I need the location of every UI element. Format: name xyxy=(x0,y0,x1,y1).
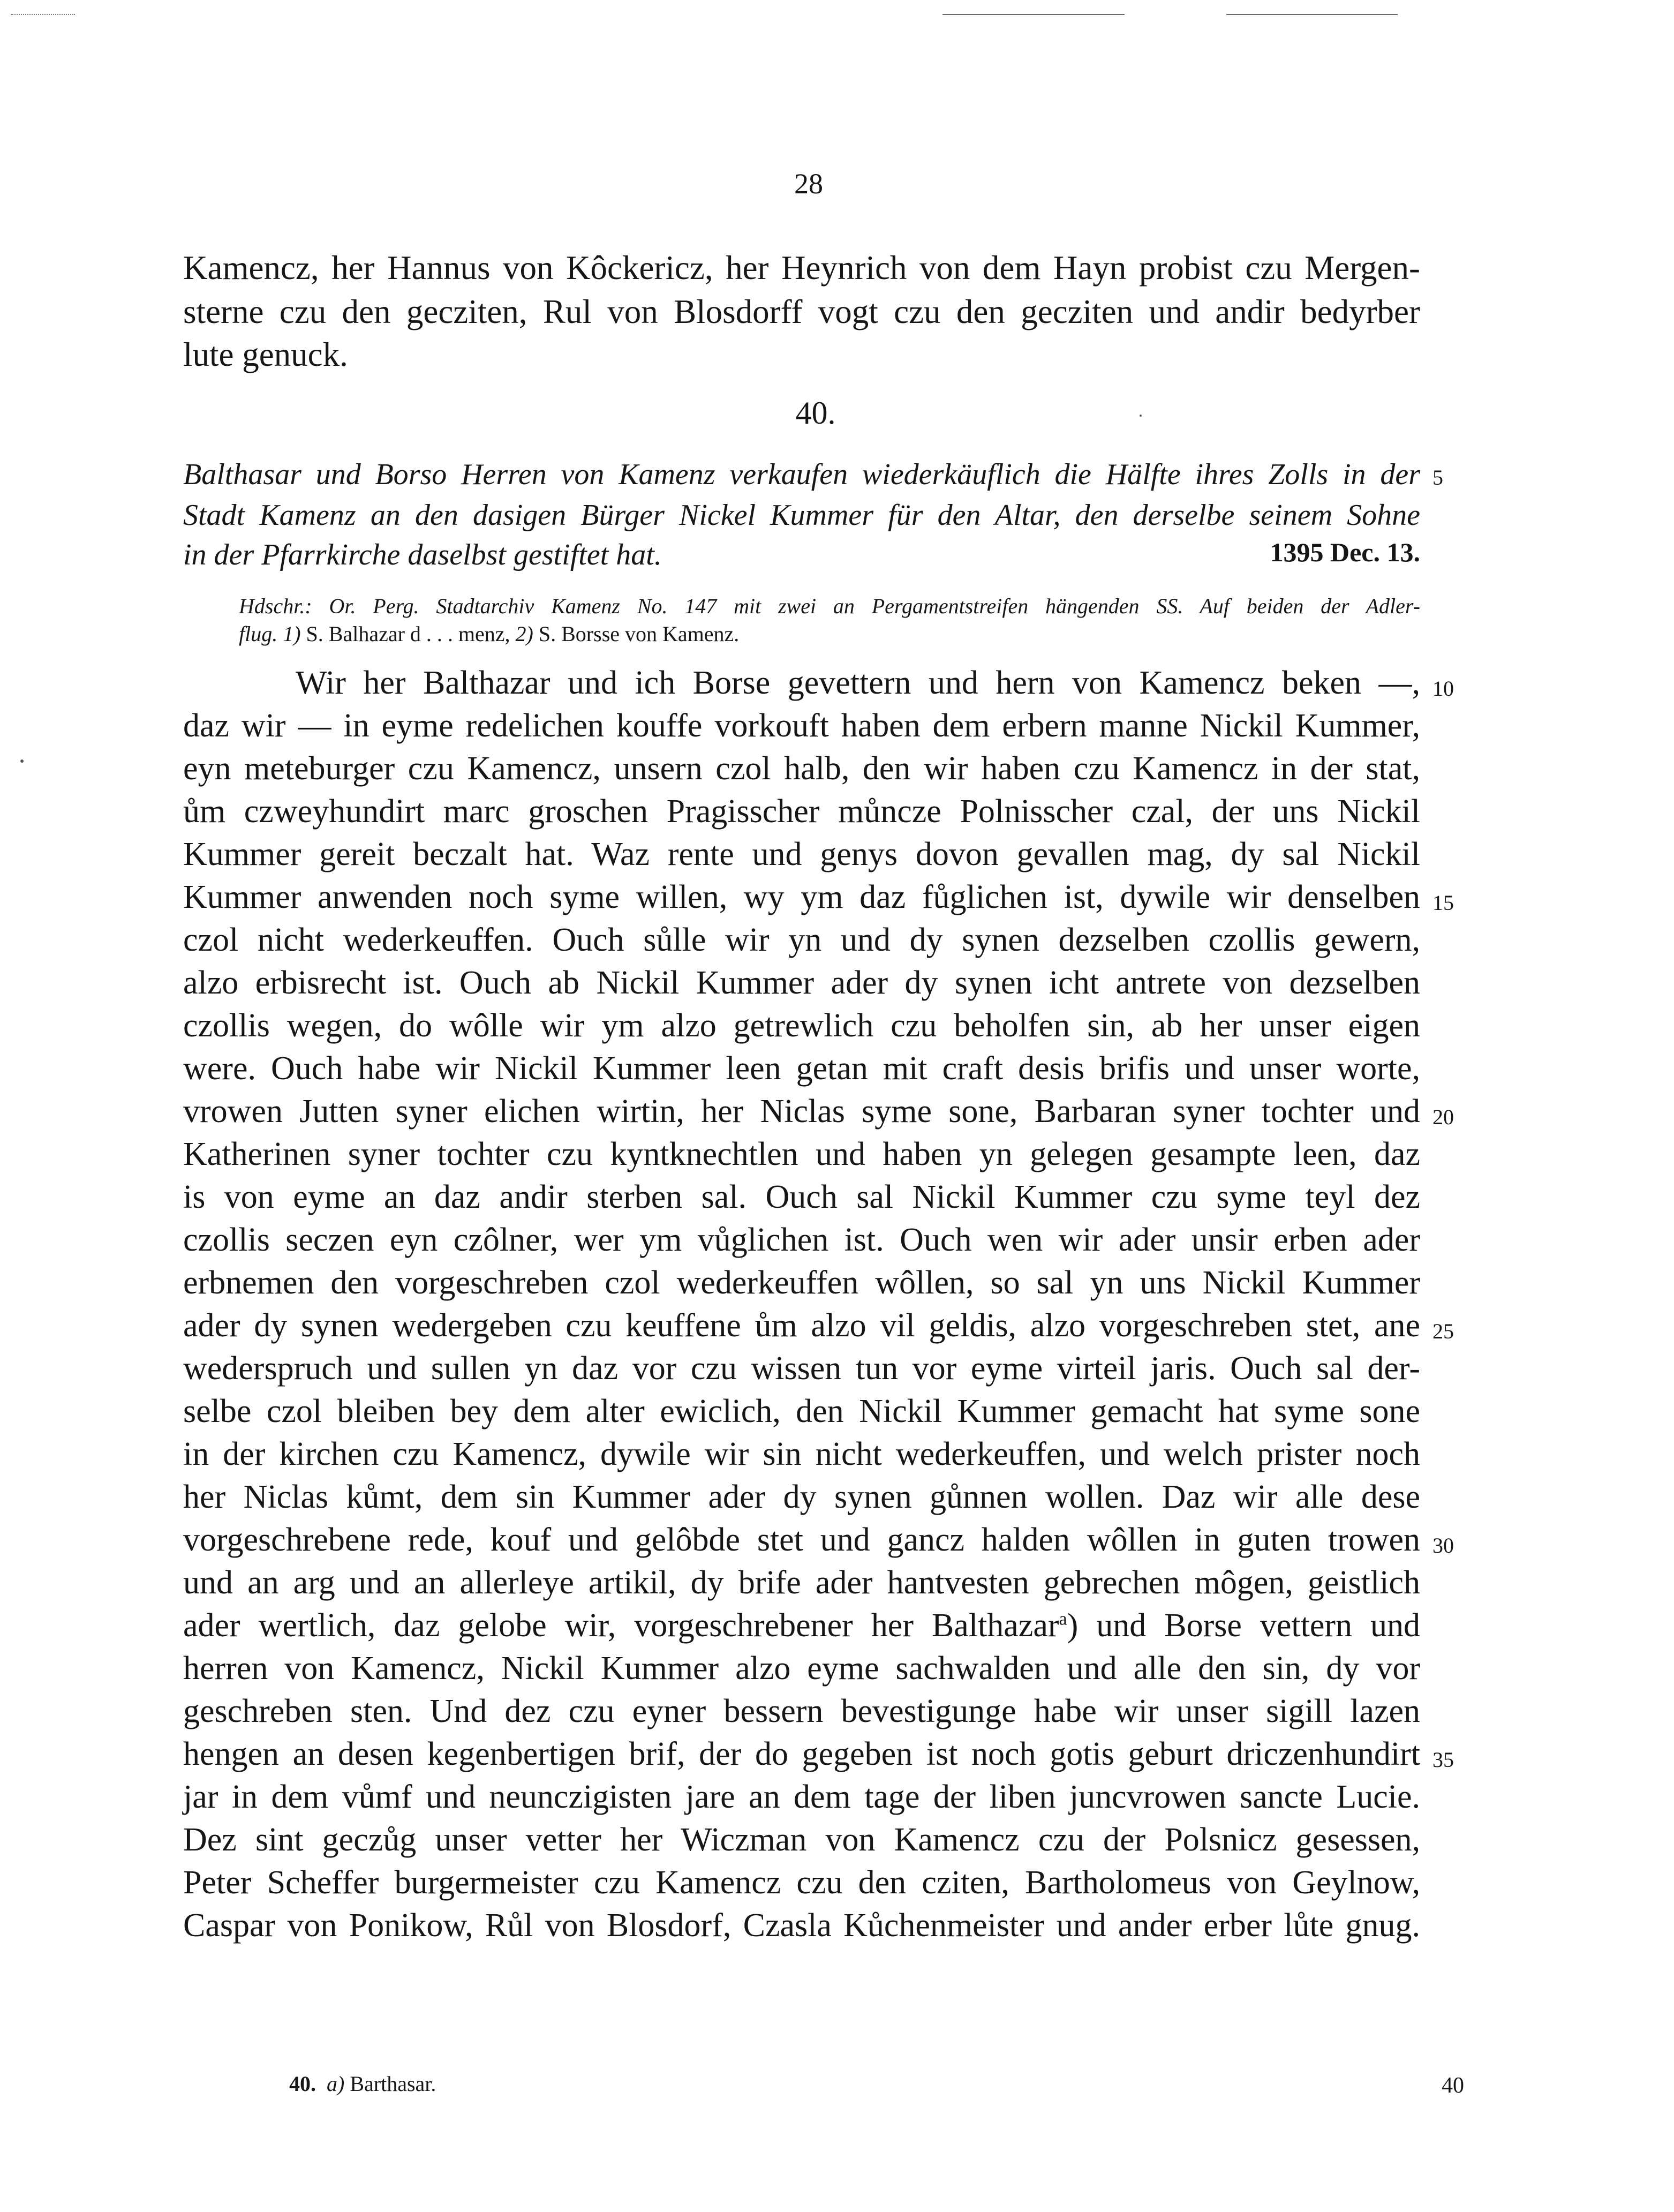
footnote-mark: a) xyxy=(327,2072,345,2096)
margin-line-number: 35 xyxy=(1432,1748,1454,1772)
text-line: daz wir — in eyme redelichen kouffe vorkouft haben dem erbern manne Nickil Kummer, xyxy=(183,708,1420,744)
text-line: Kummer anwenden noch syme willen, wy ym daz fůglichen ist, dywile wir denselben xyxy=(183,879,1420,915)
margin-line-number: 15 xyxy=(1432,891,1454,915)
text-line: erbnemen den vorgeschreben czol wederkeuffen wôllen, so sal yn uns Nickil Kummer xyxy=(183,1265,1420,1301)
text-line: czollis seczen eyn czôlner, wer ym vůglichen ist. Ouch wen wir ader unsir erben ader xyxy=(183,1222,1420,1258)
source-note-italic: flug. 1) xyxy=(239,622,301,646)
text-line: Wir her Balthazar und ich Borse gevettern und hern von Kamencz beken —, xyxy=(296,665,1420,701)
text-line: in der kirchen czu Kamencz, dywile wir sin nicht wederkeuffen, und welch prister noch xyxy=(183,1436,1420,1472)
source-note-line xyxy=(239,621,739,646)
text-line: geschreben sten. Und dez czu eyner bessern bevestigunge habe wir unser sigill lazen xyxy=(183,1693,1420,1729)
scan-edge-rule xyxy=(1226,14,1398,15)
seal-description: S. Balhazar d . . . menz, xyxy=(300,622,516,646)
text-line: her Niclas kůmt, dem sin Kummer ader dy synen gůnnen wollen. Daz wir alle dese xyxy=(183,1479,1420,1515)
seal-description: S. Borsse von Kamenz. xyxy=(533,622,740,646)
source-note-italic: 2) xyxy=(515,622,533,646)
footnote xyxy=(289,2071,436,2096)
document-number: 40. xyxy=(795,395,836,431)
footnote-text: Barthasar. xyxy=(350,2072,436,2096)
text-line: Kummer gereit beczalt hat. Waz rente und genys dovon gevallen mag, dy sal Nickil xyxy=(183,836,1420,872)
scan-edge-rule xyxy=(11,14,75,15)
scan-edge-rule xyxy=(942,14,1125,15)
text-line: were. Ouch habe wir Nickil Kummer leen getan mit craft desis brifis und unser worte, xyxy=(183,1050,1420,1087)
margin-line-number: 5 xyxy=(1432,465,1443,490)
margin-line-number: 30 xyxy=(1432,1533,1454,1558)
margin-line-number: 25 xyxy=(1432,1319,1454,1343)
footnote-page-number: 40 xyxy=(1442,2073,1464,2098)
text-segment: ) und Borse vettern und xyxy=(1067,1607,1420,1644)
text-line: hengen an desen kegenbertigen brif, der do gegeben ist noch gotis geburt driczenhundirt xyxy=(183,1736,1420,1772)
regest-line: in der Pfarrkirche daselbst gestiftet hat. xyxy=(183,538,662,571)
text-line: jar in dem vůmf und neunczigisten jare an dem tage der liben juncvrowen sancte Lucie. xyxy=(183,1779,1420,1815)
text-line: Katherinen syner tochter czu kyntknechtlen und haben yn gelegen gesampte leen, daz xyxy=(183,1136,1420,1172)
text-line: und an arg und an allerleye artikil, dy brife ader hantvesten gebrechen môgen, geistlich xyxy=(183,1564,1420,1601)
page-number: 28 xyxy=(794,168,823,200)
text-line xyxy=(183,1607,1420,1645)
margin-line-number: 20 xyxy=(1432,1105,1454,1129)
text-line: alzo erbisrecht ist. Ouch ab Nickil Kummer ader dy synen icht antrete von dezselben xyxy=(183,965,1420,1001)
prev-text-line: lute genuck. xyxy=(183,336,348,373)
text-line: herren von Kamencz, Nickil Kummer alzo eyme sachwalden und alle den sin, dy vor xyxy=(183,1650,1420,1687)
text-line: Caspar von Ponikow, Růl von Blosdorf, Czasla Kůchenmeister und ander erber lůte gnug. xyxy=(183,1907,1420,1944)
text-line: eyn meteburger czu Kamencz, unsern czol halb, den wir haben czu Kamencz in der stat, xyxy=(183,750,1420,787)
prev-text-line: Kamencz, her Hannus von Kôckericz, her Heynrich von dem Hayn probist czu Mergen- xyxy=(183,249,1420,287)
text-line: czol nicht wederkeuffen. Ouch sůlle wir yn und dy synen dezselben czollis gewern, xyxy=(183,922,1420,958)
footnote-doc-ref: 40. xyxy=(289,2072,316,2096)
regest-line: Stadt Kamenz an den dasigen Bürger Nickel Kummer für den Altar, den derselbe seinem Sohne xyxy=(183,499,1420,532)
margin-line-number: 10 xyxy=(1432,676,1454,701)
text-line: vrowen Jutten syner elichen wirtin, her Niclas syme sone, Barbaran syner tochter und xyxy=(183,1093,1420,1130)
regest-line: Balthasar und Borso Herren von Kamenz verkaufen wiederkäuflich die Hälfte ihres Zolls in der xyxy=(183,458,1420,491)
text-line: czollis wegen, do wôlle wir ym alzo getrewlich czu beholfen sin, ab her unser eigen xyxy=(183,1007,1420,1044)
text-line: ader dy synen wedergeben czu keuffene ům alzo vil geldis, alzo vorgeschreben stet, ane xyxy=(183,1307,1420,1344)
text-line: wederspruch und sullen yn daz vor czu wissen tun vor eyme virteil jaris. Ouch sal der- xyxy=(183,1350,1420,1387)
scan-speck xyxy=(20,759,24,763)
text-line: selbe czol bleiben bey dem alter ewiclich, den Nickil Kummer gemacht hat syme sone xyxy=(183,1393,1420,1429)
footnote-marker: a xyxy=(1059,1609,1067,1629)
scan-speck xyxy=(1140,415,1142,417)
text-line: Peter Scheffer burgermeister czu Kamencz czu den cziten, Bartholomeus von Geylnow, xyxy=(183,1864,1420,1901)
text-line: is von eyme an daz andir sterben sal. Ouch sal Nickil Kummer czu syme teyl dez xyxy=(183,1179,1420,1215)
text-line: vorgeschrebene rede, kouf und gelôbde stet und gancz halden wôllen in guten trowen xyxy=(183,1522,1420,1558)
source-note-line: Hdschr.: Or. Perg. Stadtarchiv Kamenz No. 147 mit zwei an Pergamentstreifen hängenden SS. Auf beiden der Adler- xyxy=(239,594,1420,618)
prev-text-line: sterne czu den gecziten, Rul von Blosdorff vogt czu den gecziten und andir bedyrber xyxy=(183,293,1420,330)
document-date: 1395 Dec. 13. xyxy=(1270,537,1420,567)
text-line: Dez sint geczůg unser vetter her Wiczman von Kamencz czu der Polsnicz gesessen, xyxy=(183,1822,1420,1858)
text-line: ům czweyhundirt marc groschen Pragisscher můncze Polnisscher czal, der uns Nickil xyxy=(183,793,1420,830)
text-segment: ader wertlich, daz gelobe wir, vorgeschrebener her Balthazar xyxy=(183,1607,1059,1644)
